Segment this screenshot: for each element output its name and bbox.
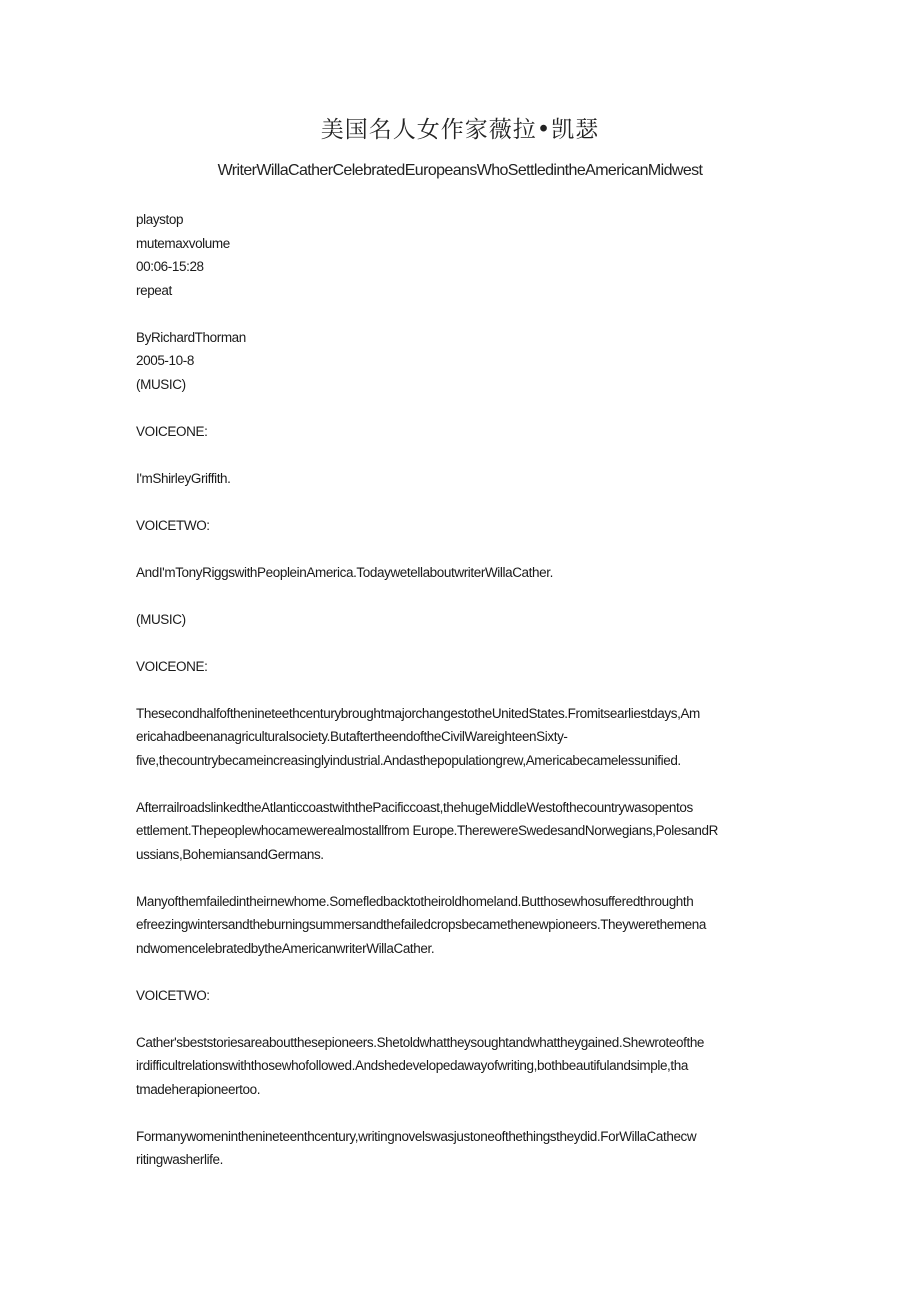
document-body [136,208,784,1172]
spacer [136,631,784,655]
script-line: I'mShirleyGriffith. [136,470,231,486]
paragraph [136,890,784,961]
paragraph [136,702,784,773]
paragraph-line: tmadeherapioneertoo. [136,1081,261,1097]
spacer [136,584,784,608]
paragraph-line: irdifficultrelationswiththosewhofollowed.Andshedevelopedawayofwriting,bothbeautifulandsimple,tha [136,1058,688,1073]
music-cue: (MUSIC) [136,611,186,627]
spacer [136,396,784,420]
paragraph [136,1031,784,1102]
player-controls-volume: mutemaxvolume [136,235,230,251]
speaker-voice-two: VOICETWO: [136,517,210,533]
byline: ByRichardThorman [136,329,246,345]
date: 2005-10-8 [136,353,194,368]
paragraph-line: AfterrailroadslinkedtheAtlanticcoastwiththePacificcoast,thehugeMiddleWestofthecountrywasopentos [136,799,693,815]
spacer [136,302,784,326]
paragraph-line: five,thecountrybecameincreasinglyindustrial.Andasthepopulationgrew,Americabecamelessunified. [136,752,681,768]
player-controls-play: playstop [136,212,184,227]
page-subtitle: WriterWillaCatherCelebratedEuropeansWhoSettledintheAmericanMidwest [217,162,703,179]
paragraph-line: efreezingwintersandtheburningsummersandthefailedcropsbecamethenewpioneers.Theywerethemena [136,917,707,932]
spacer [136,772,784,796]
spacer [136,678,784,702]
paragraph [136,1125,784,1172]
paragraph-line: Formanywomeninthenineteenthcentury,writingnovelswasjustoneofthethingstheydid.ForWillaCathecw [136,1128,697,1144]
speaker-voice-one: VOICEONE: [136,423,208,439]
paragraph-line: ritingwasherlife. [136,1152,223,1167]
paragraph-line: ThesecondhalfofthenineteethcenturybroughtmajorchangestotheUnitedStates.Fromitsearliestdays,Am [136,705,700,721]
player-time: 00:06-15:28 [136,259,204,274]
spacer [136,1007,784,1031]
paragraph-line: ussians,BohemiansandGermans. [136,846,324,862]
music-cue: (MUSIC) [136,376,186,392]
spacer [136,443,784,467]
spacer [136,1101,784,1125]
speaker-voice-one: VOICEONE: [136,658,208,674]
spacer [136,866,784,890]
spacer [136,537,784,561]
paragraph-line: ettlement.Thepeoplewhocamewerealmostallfrom Europe.TherewereSwedesandNorwegians,PolesandR [136,823,718,838]
paragraph-line: ericahadbeenanagriculturalsociety.ButaftertheendoftheCivilWareighteenSixty- [136,729,568,744]
paragraph-line: ndwomencelebratedbytheAmericanwriterWillaCather. [136,940,435,956]
spacer [136,490,784,514]
player-repeat: repeat [136,282,172,298]
script-line: AndI'mTonyRiggswithPeopleinAmerica.TodaywetellaboutwriterWillaCather. [136,564,553,580]
paragraph-line: Manyofthemfailedintheirnewhome.Somefledbacktotheiroldhomeland.Butthosewhosufferedthroughth [136,893,694,909]
page-title: 美国名人女作家薇拉•凯瑟 [320,117,600,143]
paragraph-line: Cather'sbeststoriesareaboutthesepioneers.Shetoldwhattheysoughtandwhattheygained.Shewroteofthe [136,1034,705,1050]
paragraph [136,796,784,867]
speaker-voice-two: VOICETWO: [136,987,210,1003]
spacer [136,960,784,984]
